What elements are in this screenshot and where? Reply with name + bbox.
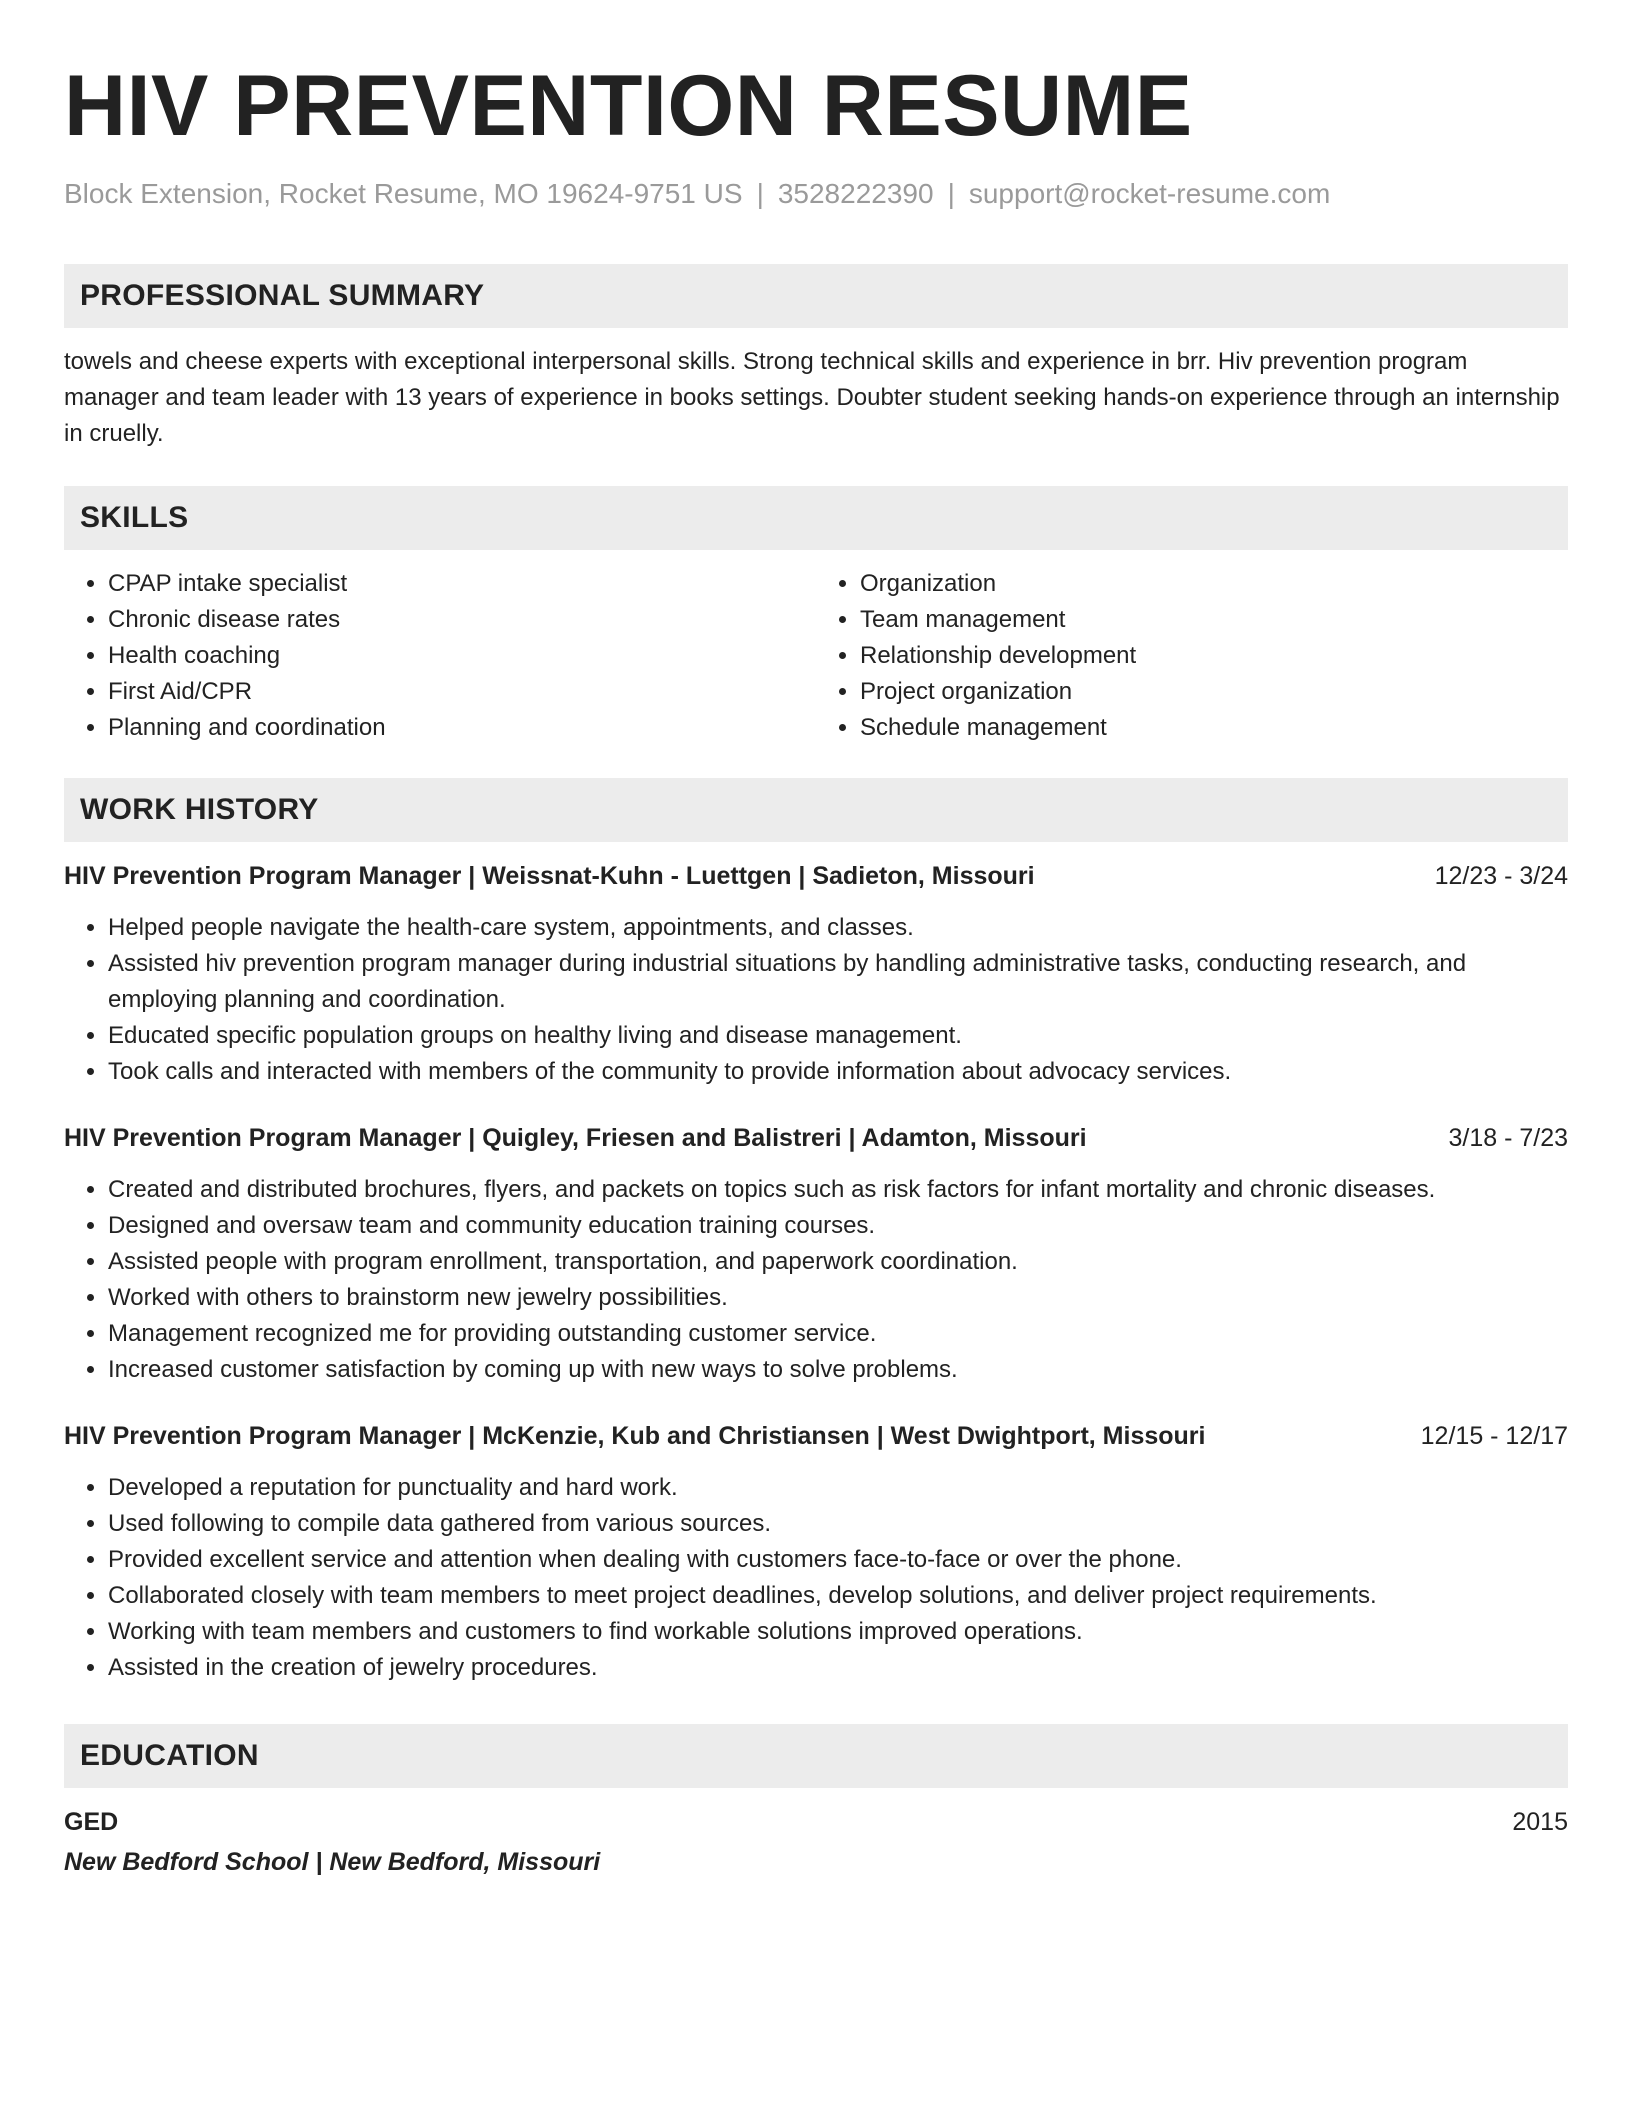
summary-heading: PROFESSIONAL SUMMARY xyxy=(64,264,1568,328)
job-dates: 12/15 - 12/17 xyxy=(1420,1422,1568,1450)
job-bullet: • Assisted in the creation of jewelry procedures. xyxy=(108,1650,1568,1686)
job-bullet: • Assisted hiv prevention program manager during industrial situations by handling administrative tasks, conducting research, and employing planning and coordination. xyxy=(108,946,1568,1018)
job-bullets xyxy=(64,910,1568,1090)
job-entry xyxy=(64,1418,1568,1686)
contact-email: support@rocket-resume.com xyxy=(968,178,1331,209)
summary-text: towels and cheese experts with exceptional interpersonal skills. Strong technical skills and experience in brr. Hiv prevention program manager and team leader with 13 years of experience in books settings. Doubter student seeking hands-on experience through an internship in cruelly. xyxy=(64,348,1560,447)
skill-item: • Schedule management xyxy=(860,710,1568,746)
job-bullet: • Designed and oversaw team and community education training courses. xyxy=(108,1208,1568,1244)
skill-item: • Relationship development xyxy=(860,638,1568,674)
job-bullets xyxy=(64,1172,1568,1388)
job-entry xyxy=(64,1120,1568,1388)
job-title: HIV Prevention Program Manager | McKenzie, Kub and Christiansen | West Dwightport, Missouri xyxy=(64,1422,1206,1450)
skill-item: • Planning and coordination xyxy=(108,710,816,746)
job-bullet: • Took calls and interacted with members of the community to provide information about advocacy services. xyxy=(108,1054,1568,1090)
job-bullet: • Helped people navigate the health-care system, appointments, and classes. xyxy=(108,910,1568,946)
skill-item: • Project organization xyxy=(860,674,1568,710)
job-title: HIV Prevention Program Manager | Quigley, Friesen and Balistreri | Adamton, Missouri xyxy=(64,1124,1087,1152)
education-school: New Bedford School | New Bedford, Missouri xyxy=(64,1848,601,1876)
skill-item: • First Aid/CPR xyxy=(108,674,816,710)
skills-grid xyxy=(64,566,1568,746)
skill-item: • Organization xyxy=(860,566,1568,602)
education-heading: EDUCATION xyxy=(64,1724,1568,1788)
job-bullet: • Collaborated closely with team members to meet project deadlines, develop solutions, and deliver project requirements. xyxy=(108,1578,1568,1614)
skill-item: • Team management xyxy=(860,602,1568,638)
job-title: HIV Prevention Program Manager | Weissnat-Kuhn - Luettgen | Sadieton, Missouri xyxy=(64,862,1035,890)
job-bullet: • Provided excellent service and attention when dealing with customers face-to-face or over the phone. xyxy=(108,1542,1568,1578)
job-bullet: • Used following to compile data gathered from various sources. xyxy=(108,1506,1568,1542)
job-bullet: • Working with team members and customers to find workable solutions improved operations. xyxy=(108,1614,1568,1650)
job-dates: 12/23 - 3/24 xyxy=(1434,862,1568,890)
job-bullet: • Educated specific population groups on healthy living and disease management. xyxy=(108,1018,1568,1054)
contact-phone: 3528222390 xyxy=(777,178,934,209)
skills-column-left xyxy=(64,566,816,746)
job-bullet: • Assisted people with program enrollment, transportation, and paperwork coordination. xyxy=(108,1244,1568,1280)
job-bullet: • Management recognized me for providing outstanding customer service. xyxy=(108,1316,1568,1352)
contact-separator: | xyxy=(756,178,764,209)
resume-title: HIV PREVENTION RESUME xyxy=(64,58,1193,154)
job-header xyxy=(64,1120,1568,1156)
job-header xyxy=(64,858,1568,894)
job-bullets xyxy=(64,1470,1568,1686)
job-bullet: • Increased customer satisfaction by coming up with new ways to solve problems. xyxy=(108,1352,1568,1388)
job-bullet: • Developed a reputation for punctuality and hard work. xyxy=(108,1470,1568,1506)
education-year: 2015 xyxy=(1512,1808,1568,1836)
contact-line xyxy=(64,176,1568,212)
job-header xyxy=(64,1418,1568,1454)
contact-separator: | xyxy=(947,178,955,209)
job-bullet: • Created and distributed brochures, flyers, and packets on topics such as risk factors for infant mortality and chronic diseases. xyxy=(108,1172,1568,1208)
work-history-heading: WORK HISTORY xyxy=(64,778,1568,842)
education-degree: GED xyxy=(64,1808,119,1836)
skills-heading: SKILLS xyxy=(64,486,1568,550)
skill-item: • CPAP intake specialist xyxy=(108,566,816,602)
job-dates: 3/18 - 7/23 xyxy=(1448,1124,1568,1152)
job-entry xyxy=(64,858,1568,1090)
skill-item: • Health coaching xyxy=(108,638,816,674)
education-entry xyxy=(64,1804,1568,1880)
education-header xyxy=(64,1804,1568,1840)
contact-address: Block Extension, Rocket Resume, MO 19624-9751 US xyxy=(64,178,743,209)
job-bullet: • Worked with others to brainstorm new jewelry possibilities. xyxy=(108,1280,1568,1316)
skill-item: • Chronic disease rates xyxy=(108,602,816,638)
skills-column-right xyxy=(816,566,1568,746)
